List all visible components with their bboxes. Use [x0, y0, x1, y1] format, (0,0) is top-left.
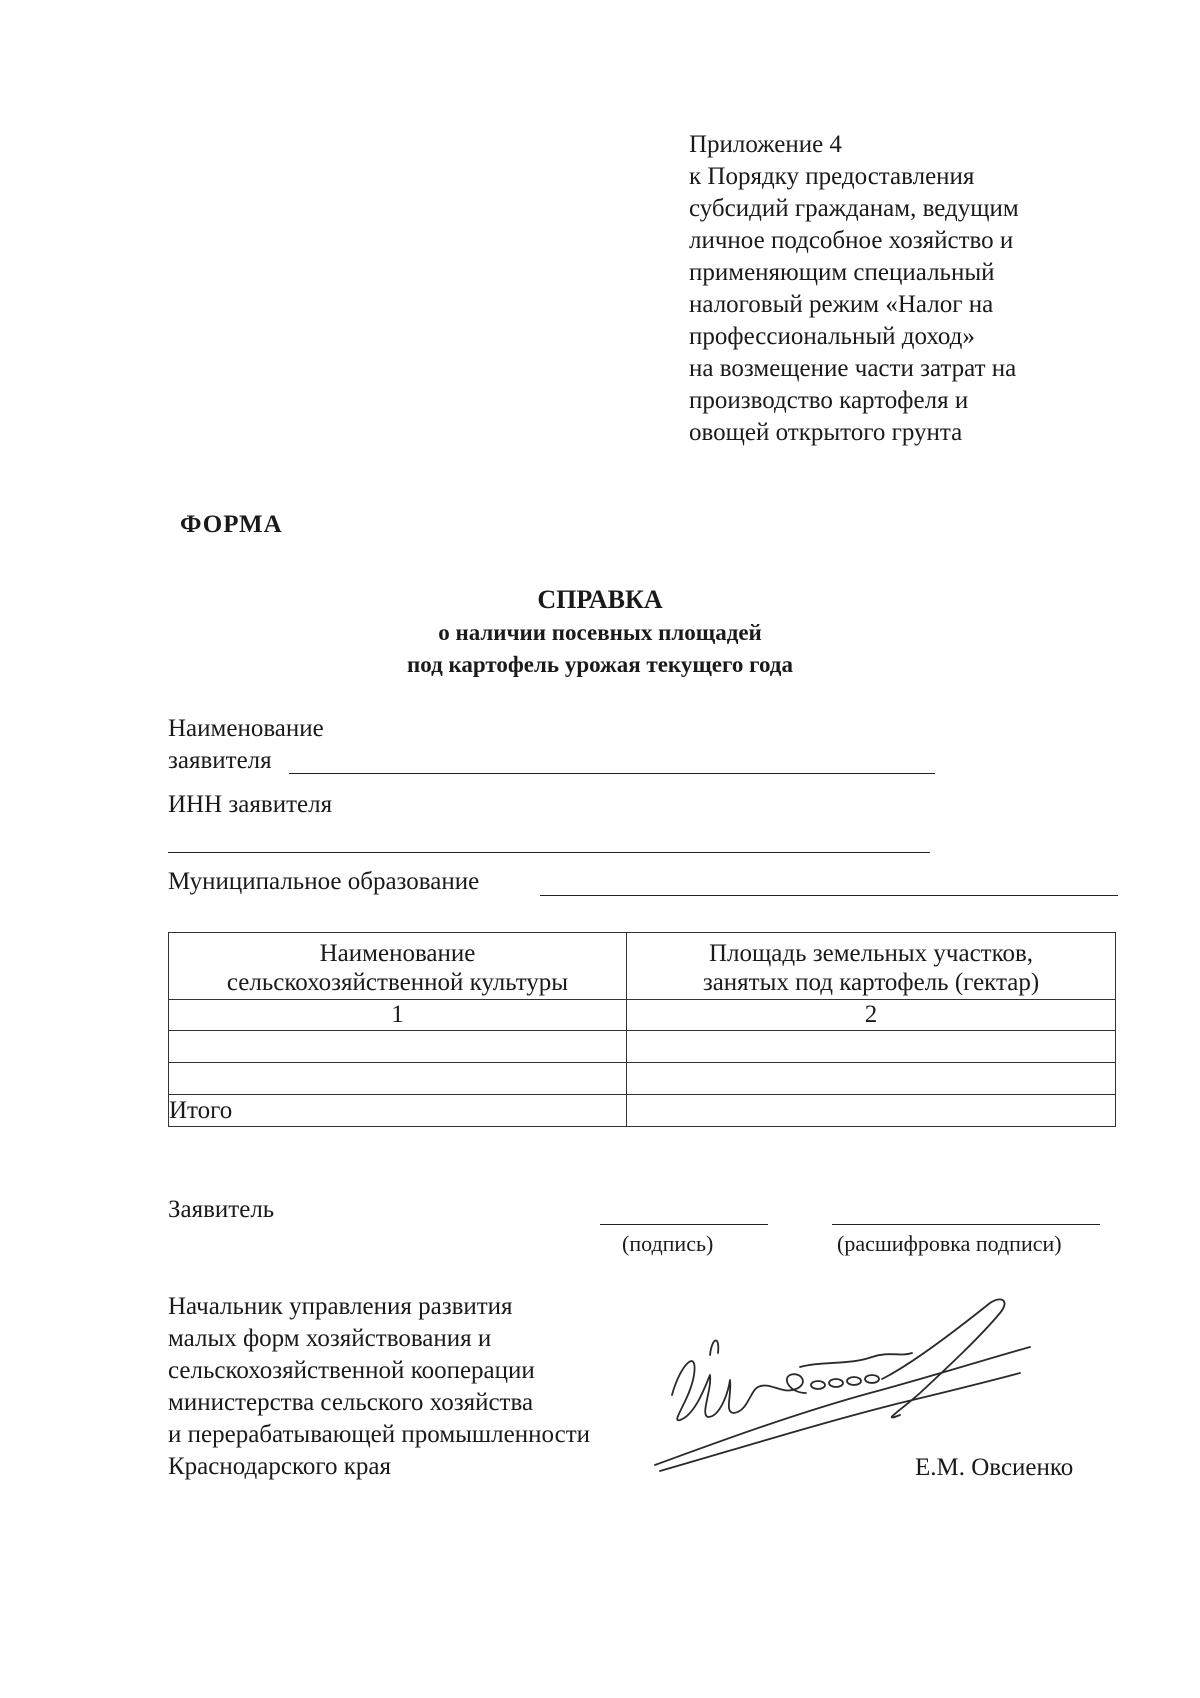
title-main: СПРАВКА [537, 585, 663, 614]
form-label: ФОРМА [180, 511, 283, 538]
applicant-label: Заявитель [168, 1196, 275, 1223]
table-cell[interactable] [627, 1063, 1116, 1095]
appendix-line: субсидий гражданам, ведущим [689, 195, 1019, 222]
column-number: 1 [169, 1000, 627, 1031]
appendix-line: применяющим специальный [689, 259, 995, 286]
table-row [169, 1063, 1116, 1095]
decoding-caption: (расшифровка подписи) [837, 1231, 1062, 1256]
official-position [168, 1291, 590, 1483]
official-name: Е.М. Овсиенко [915, 1454, 1074, 1481]
municipality-field[interactable] [540, 895, 1118, 896]
table-header-row [169, 933, 1116, 1000]
appendix-line: на возмещение части затрат на [689, 355, 1017, 382]
appendix-line: Приложение 4 [689, 131, 842, 158]
column-number: 2 [627, 1000, 1116, 1031]
title-line-3: под картофель урожая текущего года [407, 652, 793, 677]
header-text: занятых под картофель (гектар) [702, 969, 1040, 996]
table-cell[interactable] [627, 1031, 1116, 1063]
crop-area-table [168, 932, 1116, 1127]
header-text: Площадь земельных участков, [708, 940, 1034, 967]
official-position-line: сельскохозяйственной кооперации [168, 1357, 535, 1384]
table-total-row [169, 1095, 1116, 1127]
appendix-line: профессиональный доход» [689, 323, 975, 350]
appendix-line: овощей открытого грунта [689, 419, 963, 446]
appendix-header [689, 129, 1119, 449]
title-line-2: о наличии посевных площадей [438, 620, 762, 645]
header-text: Наименование [319, 940, 476, 967]
table-cell[interactable] [169, 1063, 627, 1095]
appendix-line: личное подсобное хозяйство и [689, 227, 1014, 254]
signature-decoding-field[interactable] [832, 1224, 1100, 1225]
table-header-crop [169, 933, 627, 1000]
inn-field[interactable] [168, 852, 930, 853]
applicant-name-field[interactable] [289, 773, 935, 774]
official-position-line: Краснодарского края [168, 1453, 391, 1480]
official-position-line: и перерабатывающей промышленности [168, 1421, 591, 1448]
municipality-label: Муниципальное образование [168, 868, 480, 895]
document-title [0, 583, 1200, 681]
table-header-area [627, 933, 1116, 1000]
table-row [169, 1031, 1116, 1063]
applicant-name-label-line1: Наименование [168, 715, 324, 742]
total-label: Итого [169, 1095, 627, 1127]
appendix-line: к Порядку предоставления [689, 163, 975, 190]
total-value-cell[interactable] [627, 1095, 1116, 1127]
handwritten-signature [650, 1295, 1070, 1525]
table-cell[interactable] [169, 1031, 627, 1063]
official-position-line: Начальник управления развития [168, 1293, 513, 1320]
official-position-line: министерства сельского хозяйства [168, 1389, 534, 1416]
appendix-line: производство картофеля и [689, 387, 969, 414]
signature-caption: (подпись) [622, 1231, 714, 1256]
inn-label: ИНН заявителя [168, 791, 333, 818]
applicant-name-label-line2: заявителя [168, 747, 272, 774]
official-position-line: малых форм хозяйствования и [168, 1325, 492, 1352]
table-column-numbers-row [169, 1000, 1116, 1031]
header-text: сельскохозяйственной культуры [226, 969, 569, 996]
appendix-line: налоговый режим «Налог на [689, 291, 994, 318]
signature-field[interactable] [600, 1224, 768, 1225]
